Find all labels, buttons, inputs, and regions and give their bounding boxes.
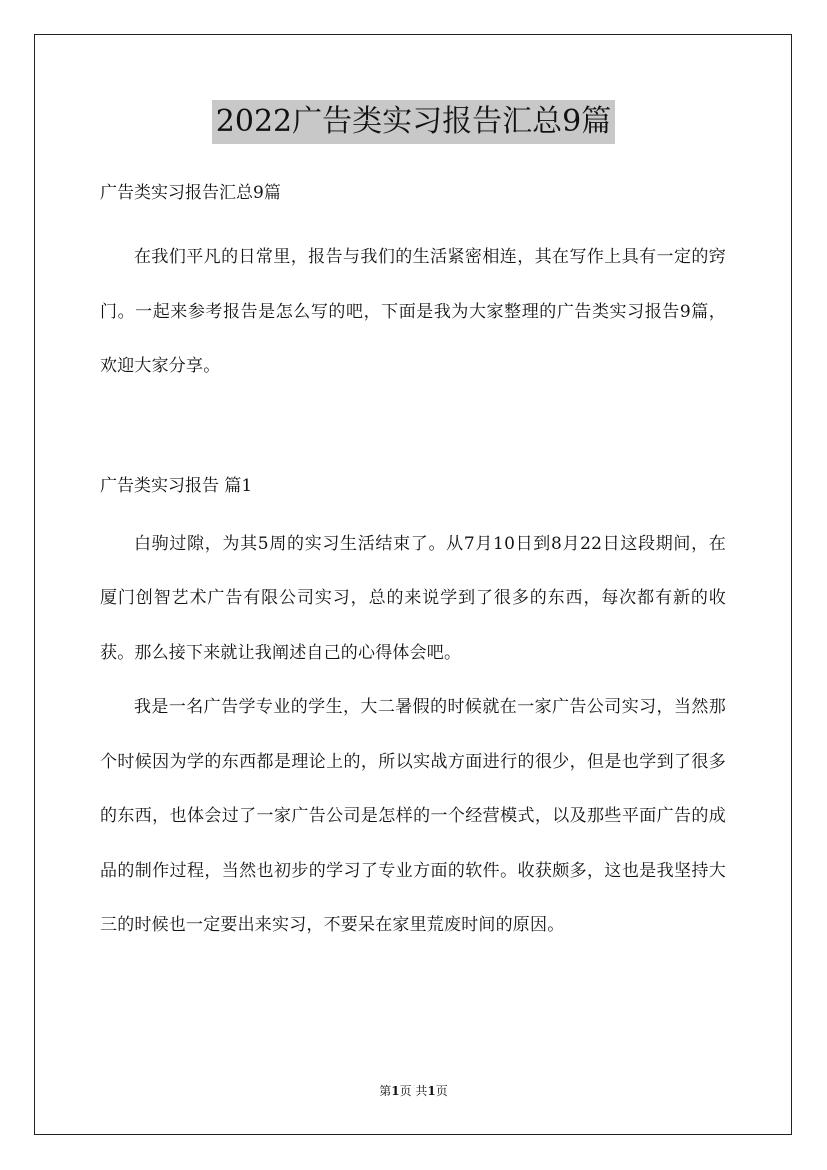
section-paragraph: 白驹过隙，为其5周的实习生活结束了。从7月10日到8月22日这段期间，在厦门创智艺术广告有限公司实习，总的来说学到了很多的东西，每次都有新的收获。那么接下来就让我阐述自己的心得体会吧。 [100,533,726,663]
document-subtitle: 广告类实习报告汇总9篇 [100,183,281,203]
page-prefix: 第 [379,1084,392,1098]
page-mid: 页 共 [399,1084,428,1098]
section-paragraph: 我是一名广告学专业的学生，大二暑假的时候就在一家广告公司实习，当然那个时候因为学的东西都是理论上的，所以实战方面进行的很少，但是也学到了很多的东西，也体会过了一家广告公司是怎样的一个经营模式，以及那些平面广告的成品的制作过程，当然也初步的学习了专业方面的软件。收获颇多，这也是我坚持大三的时候也一定要出来实习，不要呆在家里荒废时间的原因。 [100,697,726,935]
document-body [100,175,726,953]
document-title: 2022广告类实习报告汇总9篇 [212,100,615,144]
title-container [0,100,827,144]
page-current: 1 [391,1084,400,1098]
intro-paragraph: 在我们平凡的日常里，报告与我们的生活紧密相连，其在写作上具有一定的窍门。一起来参考报告是怎么写的吧，下面是我为大家整理的广告类实习报告9篇，欢迎大家分享。 [100,247,726,376]
page-total: 1 [427,1084,436,1098]
page-suffix: 页 [435,1084,448,1098]
page-footer [0,1083,827,1099]
section-heading: 广告类实习报告 篇1 [100,475,253,496]
